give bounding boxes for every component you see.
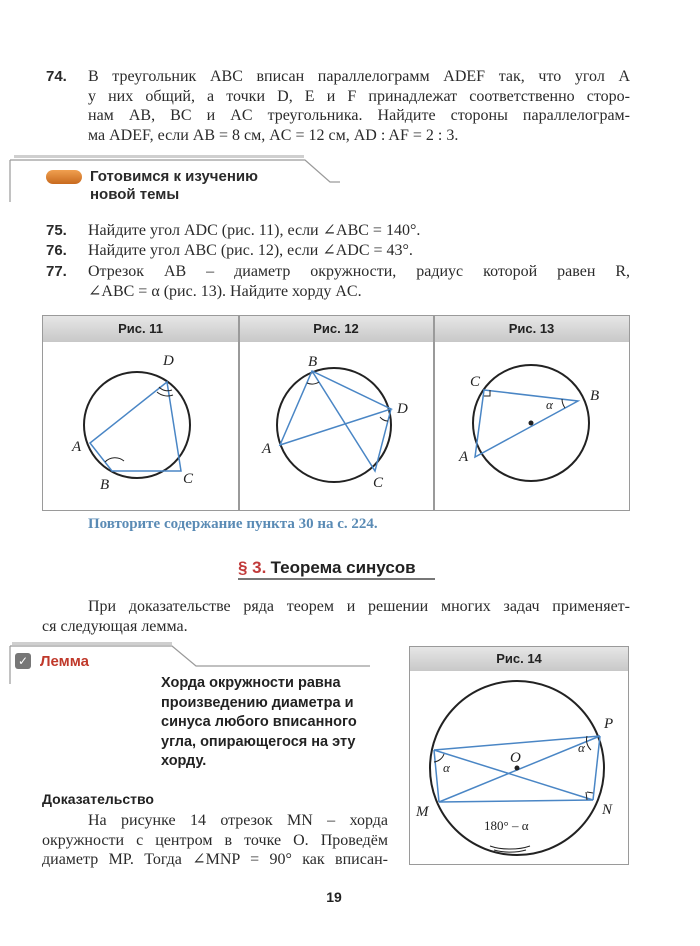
fig12-angle-b bbox=[307, 382, 319, 384]
fig11-angle-d2 bbox=[157, 392, 173, 396]
fig14-arc-mn bbox=[490, 846, 530, 849]
fig13-title: Рис. 13 bbox=[508, 321, 555, 336]
page-number: 19 bbox=[326, 889, 342, 905]
lemma-line-3: синуса любого вписанного bbox=[161, 714, 357, 730]
intro-line-1: При доказательстве ряда теорем и решении многих задач применяет- bbox=[88, 598, 630, 615]
lemma-line-2: произведению диаметра и bbox=[161, 694, 354, 711]
problem-75-text: Найдите угол ADC (рис. 11), если ∠ABC = 140°. bbox=[88, 222, 421, 239]
fig11-label-c: C bbox=[183, 471, 194, 487]
p74-line-1: В треугольник ABC вписан параллелограмм ADEF так, что угол A bbox=[88, 68, 630, 85]
problem-76-text: Найдите угол ABC (рис. 12), если ∠ADC = 43°. bbox=[88, 242, 413, 259]
lemma-line-1: Хорда окружности равна bbox=[161, 675, 341, 691]
prep-line-2: новой темы bbox=[90, 186, 180, 203]
fig12-label-d: D bbox=[397, 401, 408, 417]
fig13-label-b: B bbox=[590, 388, 600, 404]
fig14-label-arc: 180° – α bbox=[484, 818, 529, 833]
fig14-center bbox=[515, 766, 520, 771]
p77-line-2: ∠ABC = α (рис. 13). Найдите хорду AC. bbox=[88, 282, 362, 300]
section-underline bbox=[238, 578, 435, 580]
proof-line-1: На рисунке 14 отрезок MN – хорда bbox=[88, 812, 388, 829]
proof-heading: Доказательство bbox=[42, 791, 154, 807]
fig11-label-d: D bbox=[163, 353, 174, 369]
problem-74-text bbox=[88, 67, 630, 145]
intro-line-2: ся следующая лемма. bbox=[42, 617, 188, 635]
fig14-angle-p bbox=[586, 736, 591, 750]
lemma-check-icon: ✓ bbox=[15, 653, 31, 669]
fig12-drawing bbox=[237, 341, 432, 509]
fig14-label-alpha-right: α bbox=[578, 740, 585, 755]
fig12-circle bbox=[277, 368, 391, 482]
intro-text bbox=[42, 597, 630, 636]
fig14-diameter bbox=[434, 736, 600, 750]
proof-text bbox=[42, 811, 388, 870]
fig13-angle-b bbox=[562, 399, 565, 408]
p77-line-1: Отрезок AB – диаметр окружности, радиус которой равен R, bbox=[88, 263, 630, 280]
proof-line-2: окружности с центром в точке O. Проведём bbox=[42, 831, 388, 849]
prep-line-1: Готовимся к изучению bbox=[90, 168, 258, 185]
fig11-drawing bbox=[42, 341, 237, 509]
fig12-label-b: B bbox=[308, 354, 318, 370]
lemma-line-5: хорду. bbox=[161, 753, 207, 769]
fig11-quadrilateral bbox=[90, 382, 181, 471]
lemma-statement bbox=[161, 674, 357, 772]
fig14-label-m: M bbox=[416, 804, 429, 820]
section-heading: Теорема синусов bbox=[270, 558, 416, 577]
fig14-label-o: O bbox=[510, 750, 521, 766]
fig11-label-b: B bbox=[100, 477, 110, 493]
fig14-label-p: P bbox=[604, 716, 614, 732]
prep-tab-icon bbox=[46, 170, 82, 184]
fig13-drawing bbox=[432, 341, 627, 509]
fig14-arc-mn-2 bbox=[494, 850, 526, 852]
prep-heading bbox=[90, 168, 258, 204]
lemma-label: Лемма bbox=[40, 653, 90, 670]
fig14-chord-pn bbox=[593, 736, 600, 800]
fig13-center bbox=[529, 421, 534, 426]
fig14-label-alpha-left: α bbox=[443, 760, 450, 775]
lemma-line-4: угла, опирающегося на эту bbox=[161, 733, 356, 750]
fig11-title: Рис. 11 bbox=[118, 321, 163, 336]
fig14-title: Рис. 14 bbox=[496, 651, 542, 666]
fig14-chord-mp bbox=[439, 736, 600, 802]
fig11-angle-b bbox=[105, 458, 124, 462]
fig12-label-a: A bbox=[262, 441, 272, 457]
problem-77-number: 77. bbox=[46, 263, 67, 280]
problem-74-number: 74. bbox=[46, 68, 67, 85]
fig13-label-a: A bbox=[459, 449, 469, 465]
fig12-lines-bcd bbox=[312, 371, 391, 471]
fig14-right-angle-2 bbox=[587, 792, 593, 793]
fig13-label-c: C bbox=[470, 374, 481, 390]
problem-77-text bbox=[88, 262, 630, 301]
fig11-label-a: A bbox=[72, 439, 82, 455]
fig12-label-c: C bbox=[373, 475, 384, 491]
section-number: § 3. bbox=[238, 558, 267, 577]
fig12-title: Рис. 12 bbox=[313, 321, 359, 336]
fig14-label-n: N bbox=[602, 802, 613, 818]
section-title bbox=[238, 558, 416, 578]
fig14-right-angle-1 bbox=[586, 792, 587, 800]
fig14-drawing bbox=[410, 670, 628, 864]
problem-76-number: 76. bbox=[46, 242, 67, 259]
problem-75-number: 75. bbox=[46, 222, 67, 239]
p74-line-2: у них общий, а точки D, E и F принадлежат соответственно сторо- bbox=[88, 87, 630, 105]
p74-line-4: ма ADEF, если AB = 8 см, AC = 12 см, AD : AF = 2 : 3. bbox=[88, 126, 459, 144]
fig13-label-alpha: α bbox=[546, 397, 553, 412]
repeat-note: Повторите содержание пункта 30 на с. 224. bbox=[88, 516, 378, 532]
p74-line-3: нам AB, BC и AC треугольника. Найдите стороны параллелограм- bbox=[88, 107, 630, 124]
fig12-angle-d bbox=[380, 417, 388, 421]
proof-line-3: диаметр MP. Тогда ∠MNP = 90° как вписан- bbox=[42, 851, 388, 868]
fig14-chord-mn bbox=[439, 800, 593, 802]
